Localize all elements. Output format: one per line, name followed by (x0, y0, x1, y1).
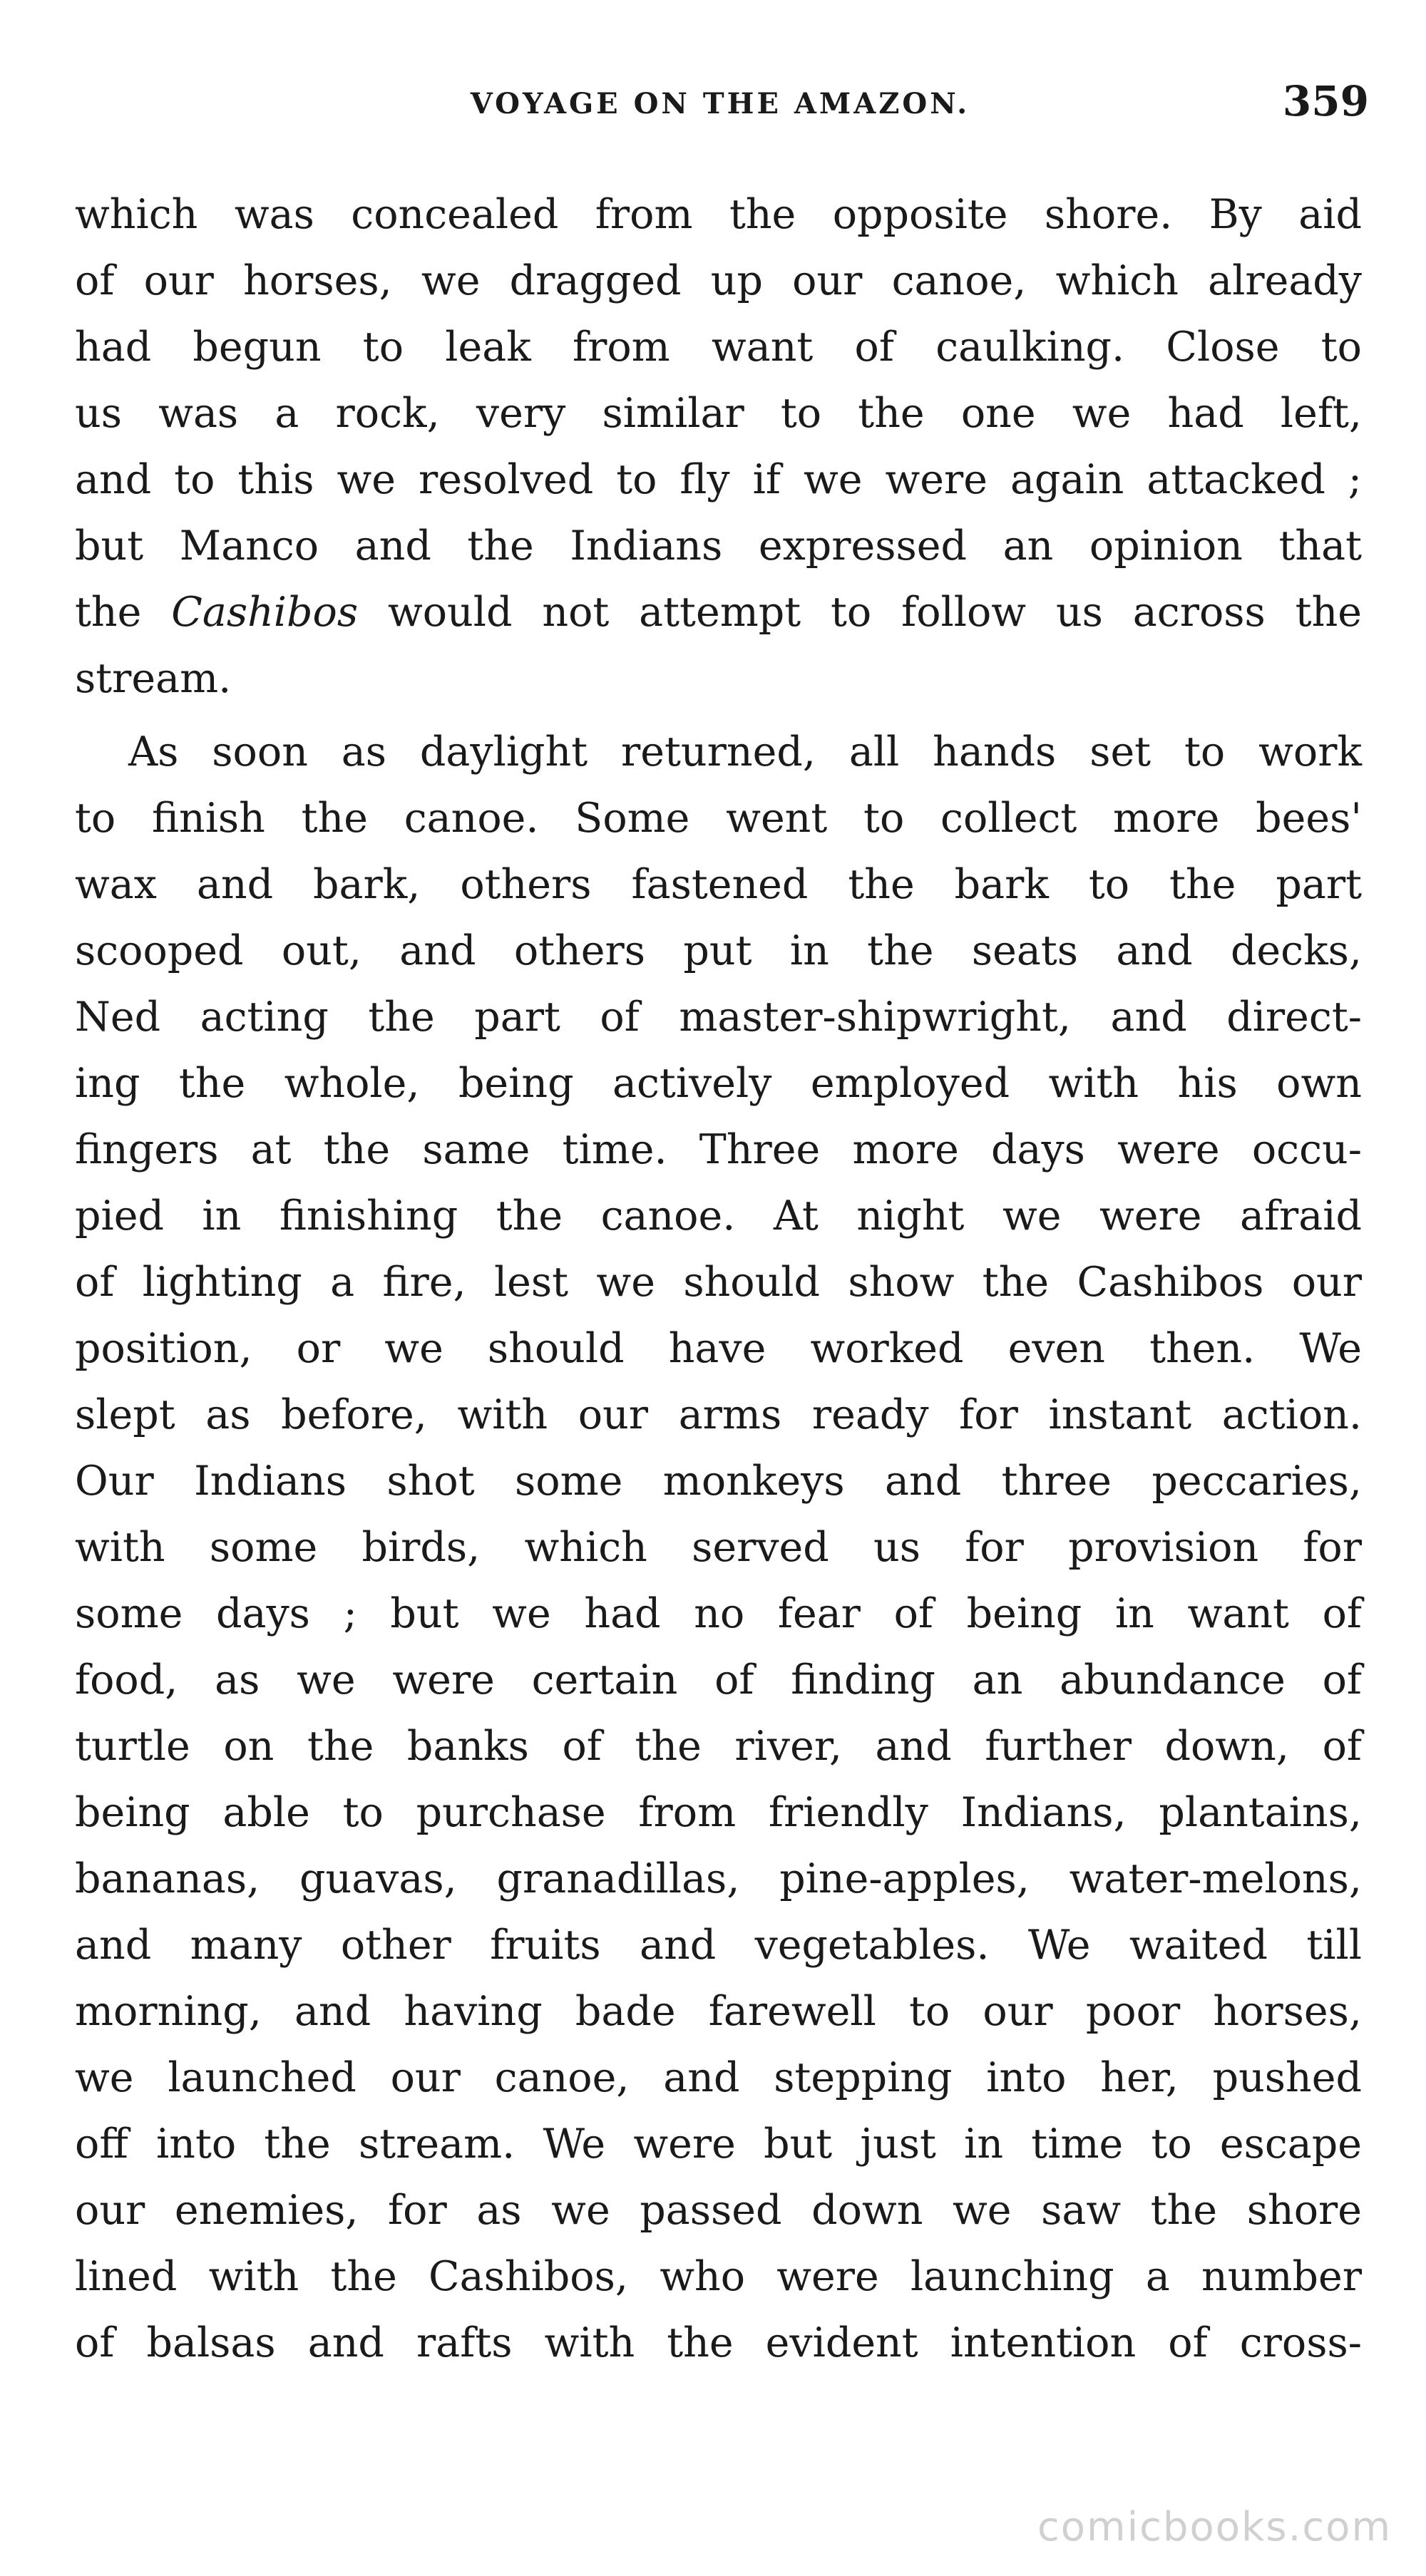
text-line: scooped out, and others put in the seats and decks, (75, 927, 1362, 974)
text-line: morning, and having bade farewell to our poor horses, (75, 1988, 1362, 2035)
text-line: of our horses, we dragged up our canoe, which already (75, 257, 1362, 304)
text-line: pied in finishing the canoe. At night we were afraid (75, 1192, 1362, 1240)
text-line: As soon as daylight returned, all hands set to work (128, 728, 1362, 776)
text-line: us was a rock, very similar to the one we had left, (75, 390, 1362, 437)
text-line: our enemies, for as we passed down we saw the shore (75, 2187, 1362, 2234)
text-line: turtle on the banks of the river, and further down, of (75, 1723, 1362, 1770)
text-line: fingers at the same time. Three more days were occu- (75, 1126, 1362, 1173)
text-line: but Manco and the Indians expressed an opinion that (75, 522, 1362, 570)
body-text (75, 182, 1362, 2376)
text-line: slept as before, with our arms ready for instant action. (75, 1391, 1362, 1438)
text-line: ing the whole, being actively employed with his own (75, 1060, 1362, 1107)
text-line: and many other fruits and vegetables. We waited till (75, 1922, 1362, 1969)
text-line: bananas, guavas, granadillas, pine-apples, water-melons, (75, 1855, 1362, 1902)
text-line: stream. (75, 655, 232, 702)
text-line: of lighting a fire, lest we should show the Cashibos our (75, 1259, 1362, 1306)
text-line: food, as we were certain of finding an abundance of (75, 1657, 1362, 1704)
text-line: with some birds, which served us for provision for (75, 1524, 1362, 1571)
paragraph-2 (75, 719, 1362, 2376)
text-line: had begun to leak from want of caulking. Close to (75, 324, 1362, 371)
text-line: wax and bark, others fastened the bark to the part (75, 861, 1362, 908)
text-line: being able to purchase from friendly Indians, plantains, (75, 1789, 1362, 1836)
text-line: and to this we resolved to fly if we were again attacked ; (75, 456, 1362, 503)
text-line: which was concealed from the opposite shore. By aid (75, 191, 1362, 238)
paragraph-1 (75, 182, 1362, 712)
running-head (71, 77, 1369, 134)
text-line: Ned acting the part of master-shipwright, and direct- (75, 994, 1362, 1041)
page-number: 359 (1282, 77, 1369, 125)
text-line: the Cashibos would not attempt to follow us across the (75, 589, 1363, 636)
text-line: we launched our canoe, and stepping into her, pushed (75, 2054, 1362, 2101)
text-line: lined with the Cashibos, who were launching a number (75, 2253, 1362, 2300)
watermark-logo: comicbooks.com (1037, 2504, 1392, 2550)
text-line: position, or we should have worked even then. We (75, 1325, 1362, 1372)
text-line: to finish the canoe. Some went to collect more bees' (75, 795, 1362, 842)
text-line: off into the stream. We were but just in time to escape (75, 2121, 1362, 2168)
text-line: of balsas and rafts with the evident intention of cross- (75, 2319, 1362, 2366)
text-line: some days ; but we had no fear of being in want of (75, 1590, 1362, 1637)
text-line: Our Indians shot some monkeys and three peccaries, (75, 1458, 1362, 1505)
running-title: VOYAGE ON THE AMAZON. (470, 87, 970, 120)
